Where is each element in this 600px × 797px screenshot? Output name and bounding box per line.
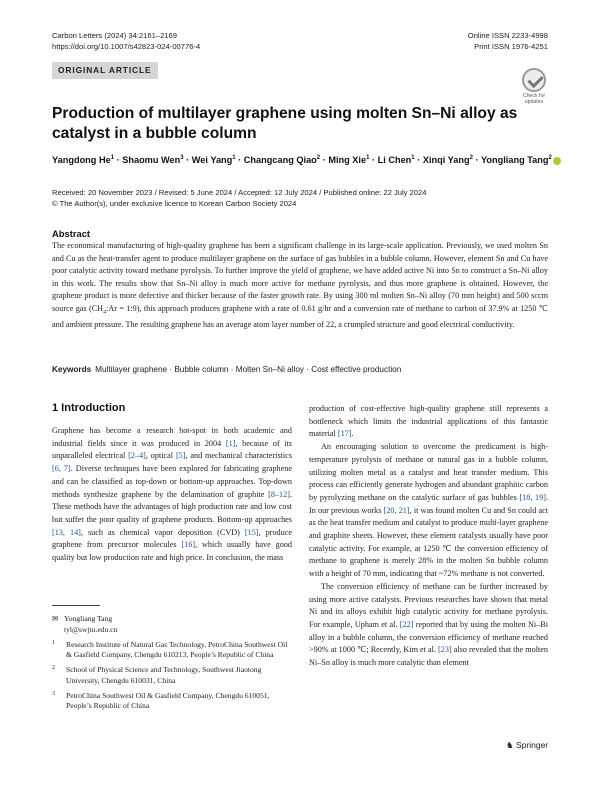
citation-link[interactable]: [1]: [225, 438, 236, 448]
author-affiliation-mark: 2: [469, 155, 473, 161]
check-updates-line1: Check for: [522, 93, 546, 99]
citation-link[interactable]: [5]: [175, 451, 186, 461]
check-for-updates-badge[interactable]: [520, 68, 548, 105]
section-heading: 1 Introduction: [52, 402, 126, 414]
author-name[interactable]: Li Chen: [377, 155, 412, 166]
author-name[interactable]: Wei Yang: [191, 155, 233, 166]
citation-link[interactable]: [17]: [337, 429, 352, 439]
author-name[interactable]: Shaomu Wen: [122, 155, 181, 166]
author-affiliation-mark: 1: [110, 155, 115, 161]
author-affiliation-mark: 2: [316, 155, 321, 161]
intro-left-column: [52, 425, 292, 565]
author-affiliation-mark: 1: [366, 155, 370, 161]
citation-link[interactable]: [8–12]: [268, 489, 290, 499]
citation-link[interactable]: [18, 19]: [519, 492, 546, 502]
author-name[interactable]: Xinqi Yang: [422, 155, 470, 166]
intro-paragraph: production of cost-effective high-quality graphene still represents a bottleneck which limits the industrial applications of this fantastic material [17].: [309, 404, 548, 439]
springer-horse-icon: ♞: [506, 740, 514, 750]
keywords: [52, 365, 401, 374]
citation-link[interactable]: [16]: [181, 540, 196, 550]
copyright-notice: © The Author(s), under exclusive licence to Korean Carbon Society 2024: [52, 199, 297, 208]
publication-history: [52, 187, 426, 209]
citation-link[interactable]: [2–4]: [128, 451, 146, 461]
print-issn: Print ISSN 1976-4251: [474, 42, 548, 51]
online-issn: Online ISSN 2233-4998: [467, 31, 548, 40]
orcid-icon[interactable]: [553, 157, 561, 165]
check-updates-icon: [522, 68, 546, 92]
check-updates-line2: updates: [524, 99, 544, 105]
article-type-label: ORIGINAL ARTICLE: [58, 65, 152, 75]
author-name[interactable]: Yangdong He: [52, 155, 111, 166]
affiliation-item: 1 Research Institute of Natural Gas Technology, PetroChina Southwest Oil & Gasfield Company, Chengdu 610213, People’s Republic of China: [52, 640, 288, 660]
article-type-banner: [52, 62, 158, 79]
intro-right-column: [309, 403, 548, 670]
intro-paragraph: An encouraging solution to overcome the predicament is high-temperature pyrolysis of methane or natural gas in a bubble column, utilizing molten metal as a catalyst and heat transfer medium. This process can efficiently generate hydrogen and abundant graphitic carbon by pyrolyzing methane on the catalytic surface of gas bubbles [18, 19]. In our previous works [20, 21], it was found molten Cu and Sn could act as the heat transfer medium and catalyst to produce multi-layer graphene and graphite sheets. However, these element catalysts usually have poor catalytic activity. For example, at 1250 ℃ the conversion efficiency of methane to graphene is merely 28% in the molten Sn bubble column with a height of 70 mm, indicating that ~72% methane is not converted.: [309, 442, 549, 579]
publisher-name: Springer: [516, 740, 549, 750]
publisher-logo: [506, 740, 548, 751]
author-affiliation-mark: 2: [548, 155, 552, 161]
journal-citation: Carbon Letters (2024) 34:2161–2169: [52, 31, 177, 40]
author-list: Yangdong $He^1$ · Shaomu Wen$^3$ · Wei Yang$^1$ · Changcang Qiao$^2$ · Ming Xie$^1$ · Li Chen$^1$ · Xinqi Yang$^2$ · Yongliang Tang$^2$: [52, 155, 572, 165]
author-name[interactable]: Ming Xie: [328, 155, 367, 166]
citation-link[interactable]: [13, 14]: [52, 527, 81, 537]
citation-link[interactable]: [22]: [399, 619, 414, 629]
article-title: Production of multilayer graphene using molten Sn–Ni alloy as catalyst in a bubble column: [52, 105, 518, 142]
citation-link[interactable]: [6, 7]: [52, 464, 71, 474]
affiliation-item: 3 PetroChina Southwest Oil & Gasfield Company, Chengdu 610051, People’s Republic of China: [52, 690, 270, 711]
affiliations: [52, 640, 292, 716]
keywords-label: Keywords: [52, 365, 92, 374]
citation-link[interactable]: [15]: [244, 527, 259, 537]
intro-paragraph: Graphene has become a research hot-spot in both academic and industrial fields since it was produced in 2004 [1], because of its unparalleled electrical [2–4], optical [5], and mechanical characteristics [6, 7]. Diverse techniques have been explored for fabricating graphene and can be classified as top-down or bottom-up approaches. Top-down methods synthesize graphene by the delamination of graphite [8–12]. These methods have the advantages of high production rate and low cost but suffer the poor quality of graphene products. Bottom-up approaches [13, 14], such as chemical vapor deposition (CVD) [15], produce graphene from precursor molecules [16], which usually have good quality but low production rate and high price. In conclusion, the mass: [52, 426, 293, 563]
author-affiliation-mark: 1: [411, 155, 415, 161]
intro-paragraph: The conversion efficiency of methane can be further increased by using more active catalysts. Previous researches have shown that metal Ni and its alloys exhibit high catalytic activity for methane pyrolysis. For example, Upham et al. [22] reported that by using the molten Ni–Bi alloy in a bubble column, the conversion efficiency of methane reached >90% at 1000 ℃; Recently, Kim et al. [23] also revealed that the molten Ni–Sn alloy is much more catalytic than element: [309, 581, 548, 668]
citation-link[interactable]: [20, 21]: [383, 505, 410, 515]
affiliation-item: 2 School of Physical Science and Technology, Southwest Jiaotong University, Chengdu 610031, China: [52, 665, 262, 685]
publication-dates: Received: 20 November 2023 / Revised: 5 June 2024 / Accepted: 12 July 2024 / Published online: 22 July 2024: [52, 188, 427, 197]
corresponding-email[interactable]: tyl@swjtu.edu.cn: [64, 624, 118, 634]
footnote-divider: [52, 605, 100, 606]
author-name[interactable]: Yongliang Tang: [480, 155, 549, 166]
abstract-text: The economical manufacturing of high-quality graphene has been a significant challenge in its large-scale application. Previously, we used molten Sn and Cu as the heat-transfer agent to produce multilayer graphene on the surface of gas bubbles in a bubble column. However, element Sn and Cu have poor catalytic activity toward methane pyrolysis. To further improve the yield of graphene, we have added active Ni into Sn to construct a Sn–Ni alloy in this work. The results show that Sn–Ni alloy is much more active for methane pyrolysis, and thus more graphene is obtained. However, the graphene product is more defective and thicker because of the faster growth rate. By using 300 ml molten Sn–Ni alloy (70 mm height) and 500 sccm source gas ($CH_4:Ar$ = 1:9), this approach produces graphene with a rate of 0.61 g/hr and a conversion rate of methane to carbon of 37.9% at 1250 ℃ and ambient pressure. The resulting graphene has an average atom layer number of 22, a crumpled structure and good electrical conductivity.: [52, 241, 548, 329]
citation-link[interactable]: [23]: [438, 645, 452, 655]
doi-link[interactable]: https://doi.org/10.1007/s42823-024-00776-4: [52, 42, 201, 51]
abstract-heading: Abstract: [52, 228, 91, 239]
author-affiliation-mark: 3: [180, 155, 184, 161]
corresponding-author: Yongliang Tang: [64, 614, 113, 623]
keywords-list: Multilayer graphene · Bubble column · Molten Sn–Ni alloy · Cost effective production: [95, 365, 402, 374]
author-affiliation-mark: 1: [232, 155, 236, 161]
author-name[interactable]: Changcang Qiao: [243, 155, 317, 166]
envelope-icon: ✉: [52, 614, 59, 623]
correspondence: [52, 614, 117, 635]
